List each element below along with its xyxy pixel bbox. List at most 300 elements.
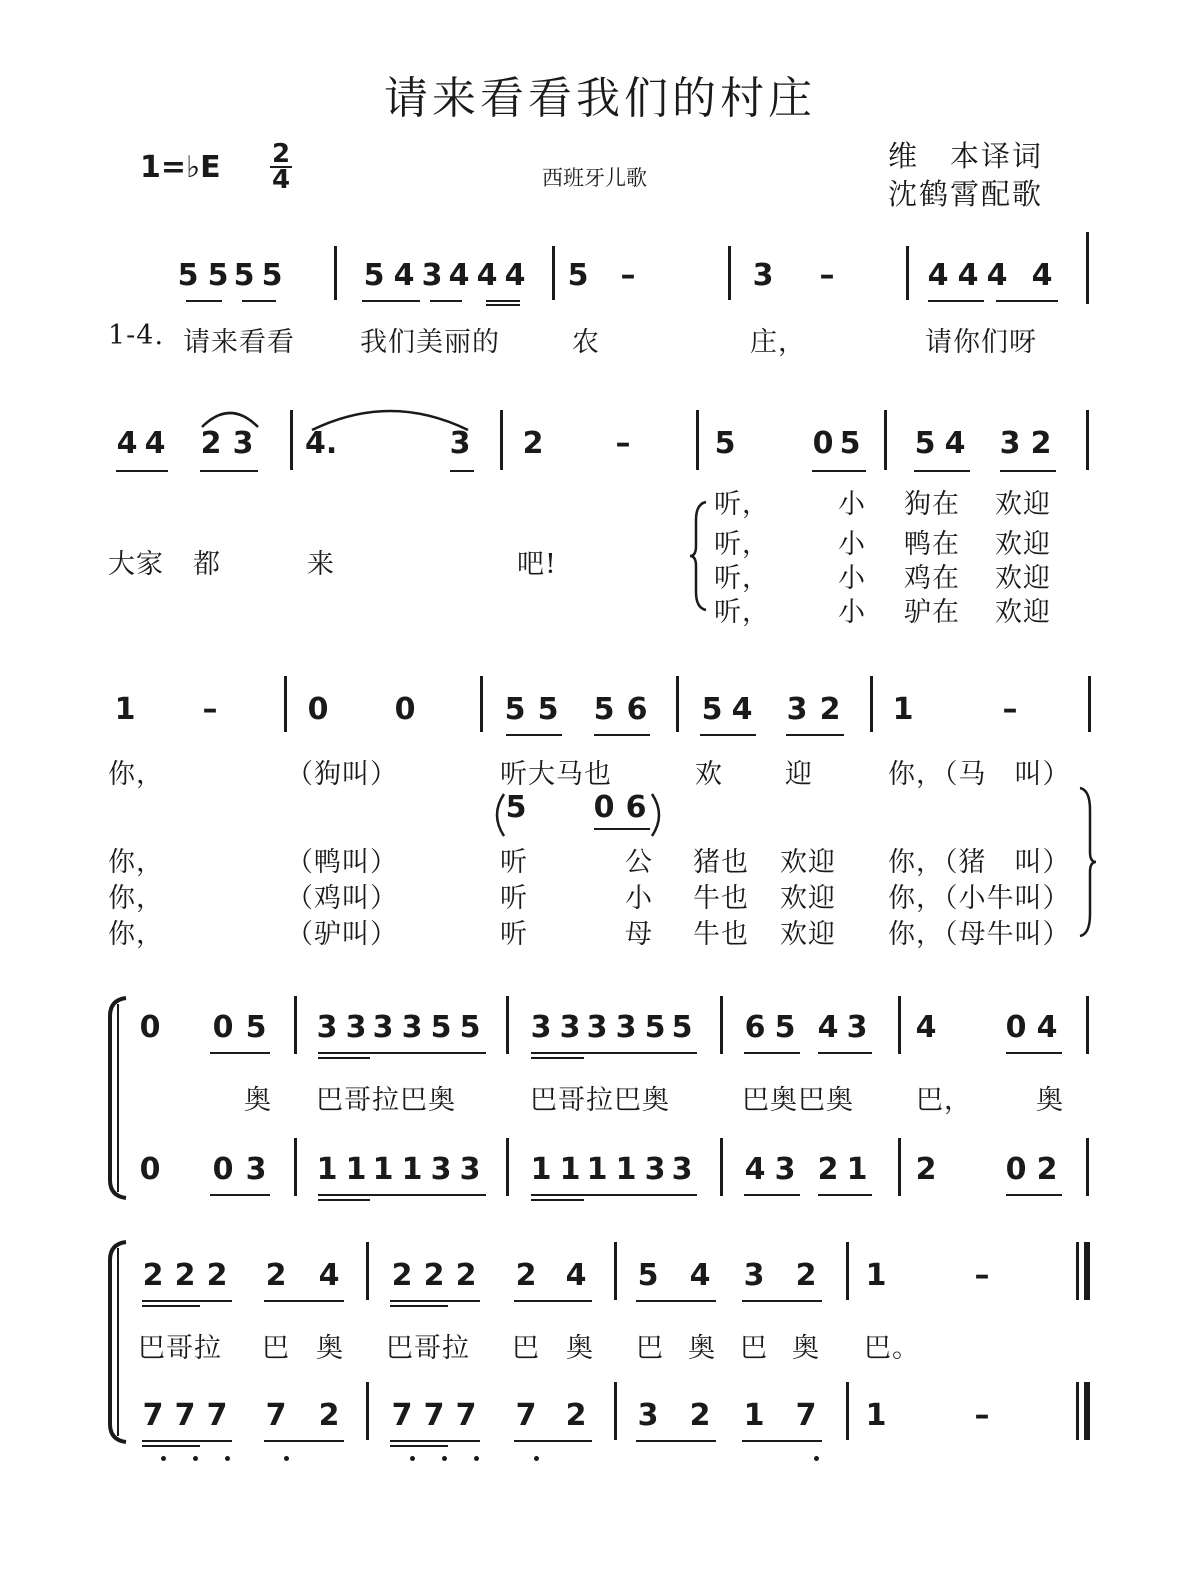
rhythm-underline bbox=[362, 300, 420, 302]
lower-octave-dot bbox=[225, 1456, 230, 1461]
rhythm-underline bbox=[1000, 470, 1056, 472]
lyric-text: 你， bbox=[108, 759, 164, 790]
jianpu-note: 1 bbox=[401, 1152, 423, 1187]
jianpu-note: – bbox=[615, 426, 631, 461]
lyric-text: （驴叫） bbox=[286, 919, 398, 950]
barline bbox=[884, 410, 887, 470]
rhythm-underline bbox=[613, 1052, 697, 1054]
barline bbox=[846, 1242, 849, 1300]
jianpu-note: 0 bbox=[212, 1152, 234, 1187]
jianpu-note: 2 bbox=[522, 426, 544, 461]
jianpu-note: 4 bbox=[1036, 1010, 1058, 1045]
lyric-text: 巴 bbox=[512, 1333, 540, 1364]
barline bbox=[898, 1138, 901, 1196]
jianpu-note: 3 bbox=[559, 1010, 581, 1045]
jianpu-note: 7 bbox=[206, 1398, 228, 1433]
jianpu-note: 5 bbox=[644, 1010, 666, 1045]
jianpu-note: 5 bbox=[207, 258, 229, 293]
rhythm-underline bbox=[450, 470, 474, 472]
jianpu-note: 2 bbox=[1036, 1152, 1058, 1187]
jianpu-note: 5 bbox=[914, 426, 936, 461]
jianpu-note: 4 bbox=[1031, 258, 1053, 293]
rhythm-underline bbox=[318, 1052, 400, 1054]
system-bracket-1 bbox=[104, 996, 130, 1200]
rhythm-underline bbox=[636, 1300, 716, 1302]
rhythm-underline bbox=[818, 1194, 872, 1196]
final-barline-thick bbox=[1084, 1242, 1090, 1300]
lyric-text: 欢迎 bbox=[995, 597, 1051, 628]
rhythm-underline bbox=[390, 1300, 480, 1302]
jianpu-note: 5 bbox=[233, 258, 255, 293]
rhythm-underline bbox=[486, 304, 520, 306]
rhythm-underline bbox=[636, 1440, 716, 1442]
jianpu-note: 4 bbox=[915, 1010, 937, 1045]
barline bbox=[870, 676, 873, 732]
lyric-text: 欢迎 bbox=[780, 847, 836, 878]
barline bbox=[1088, 676, 1091, 732]
lyric-text: 迎 bbox=[785, 759, 813, 790]
jianpu-note: 3 bbox=[999, 426, 1021, 461]
rhythm-underline bbox=[264, 1440, 344, 1442]
jianpu-note: 1 bbox=[559, 1152, 581, 1187]
rhythm-underline bbox=[700, 734, 756, 736]
lyric-text: 小 bbox=[838, 489, 866, 520]
jianpu-note: 1 bbox=[316, 1152, 338, 1187]
lyric-text: 来 bbox=[307, 549, 335, 580]
jianpu-note: 4 bbox=[448, 258, 470, 293]
final-barline-thin bbox=[1076, 1382, 1079, 1440]
rhythm-underline bbox=[390, 1440, 480, 1442]
lyric-text: 巴。 bbox=[864, 1333, 920, 1364]
rhythm-underline bbox=[531, 1052, 613, 1054]
jianpu-note: 5 bbox=[177, 258, 199, 293]
rhythm-underline bbox=[742, 1440, 822, 1442]
barline bbox=[676, 676, 679, 732]
rhythm-underline bbox=[186, 300, 222, 302]
lyric-text: 母 bbox=[625, 919, 653, 950]
lyric-text: 你， bbox=[108, 883, 164, 914]
jianpu-note: 6 bbox=[744, 1010, 766, 1045]
lyric-text: 你，（小牛叫） bbox=[888, 883, 1071, 914]
lyric-text: 听 bbox=[500, 847, 528, 878]
lyric-text: 巴哥拉 bbox=[386, 1333, 470, 1364]
jianpu-note: 7 bbox=[142, 1398, 164, 1433]
rhythm-underline bbox=[996, 300, 1058, 302]
lyric-text: 奥 bbox=[688, 1333, 716, 1364]
rhythm-underline bbox=[531, 1194, 613, 1196]
jianpu-note: 4 bbox=[318, 1258, 340, 1293]
lyric-text: 大家 bbox=[108, 549, 164, 580]
jianpu-note: 3 bbox=[421, 258, 443, 293]
lyric-text: 巴奥巴奥 bbox=[742, 1085, 854, 1116]
jianpu-note: 1 bbox=[743, 1398, 765, 1433]
lyric-text: 欢迎 bbox=[995, 489, 1051, 520]
final-barline-thick bbox=[1084, 1382, 1090, 1440]
rhythm-underline bbox=[1006, 1194, 1062, 1196]
jianpu-note: 3 bbox=[449, 426, 471, 461]
jianpu-note: 2 bbox=[455, 1258, 477, 1293]
jianpu-note: 5 bbox=[637, 1258, 659, 1293]
rhythm-underline bbox=[116, 470, 168, 472]
jianpu-note: 4 bbox=[476, 258, 498, 293]
lyric-text: 你，（母牛叫） bbox=[888, 919, 1071, 950]
jianpu-note: 2 bbox=[265, 1258, 287, 1293]
jianpu-note: 5 bbox=[537, 692, 559, 727]
lyricist-credit: 维 本译词 bbox=[888, 139, 1044, 173]
rhythm-underline bbox=[514, 1440, 592, 1442]
jianpu-note: 7 bbox=[515, 1398, 537, 1433]
time-signature-top: 2 bbox=[271, 139, 291, 169]
jianpu-note: 1 bbox=[586, 1152, 608, 1187]
jianpu-note: 1 bbox=[372, 1152, 394, 1187]
jianpu-note: – bbox=[974, 1258, 990, 1293]
jianpu-note: 3 bbox=[459, 1152, 481, 1187]
jianpu-note: 0 bbox=[139, 1010, 161, 1045]
jianpu-note: 0 bbox=[593, 790, 615, 825]
lyric-text: 庄， bbox=[750, 327, 806, 358]
jianpu-note: 7 bbox=[391, 1398, 413, 1433]
time-signature-bottom: 4 bbox=[271, 165, 291, 195]
jianpu-note: 4 bbox=[731, 692, 753, 727]
lyric-text: 奥 bbox=[316, 1333, 344, 1364]
final-barline-thin bbox=[1076, 1242, 1079, 1300]
song-origin: 西班牙儿歌 bbox=[542, 166, 647, 190]
lyric-text: 巴 bbox=[740, 1333, 768, 1364]
jianpu-note: 3 bbox=[786, 692, 808, 727]
jianpu-note: – bbox=[974, 1398, 990, 1433]
jianpu-note: 5 bbox=[504, 692, 526, 727]
lower-octave-dot bbox=[161, 1456, 166, 1461]
barline bbox=[334, 246, 337, 300]
lower-octave-dot bbox=[474, 1456, 479, 1461]
barline bbox=[906, 246, 909, 300]
key-signature: 1=♭E bbox=[140, 150, 221, 185]
jianpu-note: 0 bbox=[307, 692, 329, 727]
rhythm-underline bbox=[531, 1199, 584, 1201]
lower-octave-dot bbox=[814, 1456, 819, 1461]
lyric-text: 都 bbox=[193, 549, 221, 580]
rhythm-underline bbox=[914, 470, 970, 472]
lyric-text: 奥 bbox=[792, 1333, 820, 1364]
lyric-text: 奥 bbox=[244, 1085, 272, 1116]
barline bbox=[846, 1382, 849, 1440]
lyric-text: （鸭叫） bbox=[286, 847, 398, 878]
barline bbox=[290, 410, 293, 470]
rhythm-underline bbox=[390, 1445, 448, 1447]
jianpu-note: 3 bbox=[245, 1152, 267, 1187]
lyric-text: 猪也 bbox=[693, 847, 749, 878]
jianpu-note: 4 bbox=[817, 1010, 839, 1045]
lower-octave-dot bbox=[193, 1456, 198, 1461]
rhythm-underline bbox=[142, 1305, 200, 1307]
lyric-text: 你，（猪 叫） bbox=[888, 847, 1071, 878]
jianpu-note: 4. bbox=[305, 426, 338, 461]
lyric-text: 听， bbox=[714, 563, 770, 594]
lyric-text: 1-4. bbox=[108, 320, 165, 351]
barline bbox=[366, 1382, 369, 1440]
lyric-text: 听大马也 bbox=[500, 759, 612, 790]
rhythm-underline bbox=[786, 734, 844, 736]
jianpu-note: 5 bbox=[774, 1010, 796, 1045]
rhythm-underline bbox=[318, 1057, 370, 1059]
jianpu-note: 4 bbox=[689, 1258, 711, 1293]
lyric-text: 巴 bbox=[636, 1333, 664, 1364]
jianpu-note: 6 bbox=[626, 692, 648, 727]
slur-mark bbox=[310, 404, 470, 432]
barline bbox=[614, 1242, 617, 1300]
lyric-text: 听， bbox=[714, 597, 770, 628]
jianpu-note: 0 bbox=[139, 1152, 161, 1187]
verse-brace-right bbox=[1076, 786, 1098, 938]
lyric-text: 牛也 bbox=[693, 883, 749, 914]
jianpu-note: 5 bbox=[459, 1010, 481, 1045]
song-title: 请来看看我们的村庄 bbox=[384, 73, 816, 124]
jianpu-note: 5 bbox=[701, 692, 723, 727]
rhythm-underline bbox=[318, 1199, 370, 1201]
barline bbox=[1086, 1138, 1089, 1196]
lyric-text: 农 bbox=[572, 327, 600, 358]
jianpu-note: 3 bbox=[671, 1152, 693, 1187]
rhythm-underline bbox=[742, 1300, 822, 1302]
lyric-text: 请你们呀 bbox=[925, 327, 1037, 358]
jianpu-note: 3 bbox=[372, 1010, 394, 1045]
lyric-text: 巴 bbox=[262, 1333, 290, 1364]
tie-mark bbox=[200, 405, 260, 431]
lyric-text: 小 bbox=[838, 597, 866, 628]
lyric-text: （鸡叫） bbox=[286, 883, 398, 914]
jianpu-note: 4 bbox=[944, 426, 966, 461]
jianpu-note: 4 bbox=[927, 258, 949, 293]
lyric-text: 你， bbox=[108, 847, 164, 878]
lyric-text: 鸡在 bbox=[904, 563, 960, 594]
jianpu-note: 4 bbox=[144, 426, 166, 461]
barline bbox=[898, 996, 901, 1054]
arranger-credit: 沈鹤霄配歌 bbox=[888, 177, 1044, 211]
jianpu-note: 0 bbox=[1005, 1152, 1027, 1187]
jianpu-note: 4 bbox=[986, 258, 1008, 293]
lower-octave-dot bbox=[284, 1456, 289, 1461]
rhythm-underline bbox=[318, 1194, 400, 1196]
rhythm-underline bbox=[812, 470, 866, 472]
jianpu-note: 3 bbox=[530, 1010, 552, 1045]
jianpu-note: 7 bbox=[455, 1398, 477, 1433]
jianpu-note: – bbox=[819, 258, 835, 293]
barline bbox=[506, 1138, 509, 1196]
rhythm-underline bbox=[242, 300, 276, 302]
lyric-text: 巴哥拉巴奥 bbox=[530, 1085, 670, 1116]
jianpu-note: 2 bbox=[391, 1258, 413, 1293]
rhythm-underline bbox=[142, 1445, 200, 1447]
jianpu-note: 3 bbox=[846, 1010, 868, 1045]
jianpu-note: 3 bbox=[743, 1258, 765, 1293]
lyric-text: 巴哥拉 bbox=[138, 1333, 222, 1364]
jianpu-note: 2 bbox=[318, 1398, 340, 1433]
lyric-text: 听， bbox=[714, 529, 770, 560]
rhythm-underline bbox=[390, 1305, 448, 1307]
lyric-text: 你，（马 叫） bbox=[888, 759, 1071, 790]
rhythm-underline bbox=[200, 470, 258, 472]
lyric-text: 我们美丽的 bbox=[360, 327, 500, 358]
lyric-text: 欢迎 bbox=[995, 563, 1051, 594]
rhythm-underline bbox=[1006, 1052, 1062, 1054]
lyric-text: 你， bbox=[108, 919, 164, 950]
jianpu-note: 2 bbox=[423, 1258, 445, 1293]
jianpu-note: 3 bbox=[586, 1010, 608, 1045]
lyric-text: 鸭在 bbox=[904, 529, 960, 560]
jianpu-note: 3 bbox=[774, 1152, 796, 1187]
jianpu-note: 0 bbox=[212, 1010, 234, 1045]
lyric-text: 请来看看 bbox=[183, 327, 295, 358]
jianpu-note: 2 bbox=[1030, 426, 1052, 461]
lyric-text: 狗在 bbox=[904, 489, 960, 520]
barline bbox=[284, 676, 287, 732]
rhythm-underline bbox=[400, 1194, 486, 1196]
jianpu-note: 3 bbox=[637, 1398, 659, 1433]
jianpu-note: 1 bbox=[114, 692, 136, 727]
jianpu-note: – bbox=[1002, 692, 1018, 727]
lyric-text: 奥 bbox=[1036, 1085, 1064, 1116]
jianpu-note: 0 bbox=[394, 692, 416, 727]
jianpu-note: 3 bbox=[752, 258, 774, 293]
lyric-text: 欢迎 bbox=[780, 883, 836, 914]
jianpu-note: 5 bbox=[714, 426, 736, 461]
barline bbox=[720, 1138, 723, 1196]
lyric-text: 欢 bbox=[695, 759, 723, 790]
rhythm-underline bbox=[430, 300, 462, 302]
jianpu-note: 3 bbox=[401, 1010, 423, 1045]
rhythm-underline bbox=[594, 734, 650, 736]
jianpu-note: 5 bbox=[430, 1010, 452, 1045]
jianpu-note: – bbox=[202, 692, 218, 727]
lyric-text: 听， bbox=[714, 489, 770, 520]
barline bbox=[720, 996, 723, 1054]
rhythm-underline bbox=[400, 1052, 486, 1054]
jianpu-note: 2 bbox=[200, 426, 222, 461]
jianpu-note: 5 bbox=[839, 426, 861, 461]
lyric-text: 奥 bbox=[566, 1333, 594, 1364]
barline bbox=[366, 1242, 369, 1300]
left-paren bbox=[488, 792, 508, 838]
lyric-text: 驴在 bbox=[904, 597, 960, 628]
lyric-text: 吧! bbox=[517, 549, 557, 580]
jianpu-note: 7 bbox=[265, 1398, 287, 1433]
rhythm-underline bbox=[142, 1440, 232, 1442]
right-paren bbox=[648, 792, 668, 838]
jianpu-note: 2 bbox=[174, 1258, 196, 1293]
rhythm-underline bbox=[744, 1194, 800, 1196]
verse-brace-left bbox=[688, 500, 710, 612]
jianpu-note: 4 bbox=[504, 258, 526, 293]
jianpu-note: 5 bbox=[671, 1010, 693, 1045]
barline bbox=[294, 1138, 297, 1196]
jianpu-note: 1 bbox=[892, 692, 914, 727]
system-bracket-2 bbox=[104, 1240, 130, 1444]
rhythm-underline bbox=[506, 734, 562, 736]
rhythm-underline bbox=[613, 1194, 697, 1196]
jianpu-note: 1 bbox=[865, 1398, 887, 1433]
jianpu-note: 4 bbox=[957, 258, 979, 293]
barline bbox=[480, 676, 483, 732]
jianpu-note: 7 bbox=[795, 1398, 817, 1433]
jianpu-note: 0 bbox=[812, 426, 834, 461]
barline bbox=[1086, 996, 1089, 1054]
jianpu-note: 1 bbox=[846, 1152, 868, 1187]
barline bbox=[614, 1382, 617, 1440]
rhythm-underline bbox=[514, 1300, 592, 1302]
rhythm-underline bbox=[744, 1052, 800, 1054]
jianpu-note: – bbox=[620, 258, 636, 293]
jianpu-note: 4 bbox=[116, 426, 138, 461]
jianpu-note: 3 bbox=[615, 1010, 637, 1045]
jianpu-note: 2 bbox=[565, 1398, 587, 1433]
time-signature bbox=[270, 139, 292, 195]
lyric-text: 小 bbox=[838, 529, 866, 560]
jianpu-note: 3 bbox=[316, 1010, 338, 1045]
lyric-text: 巴哥拉巴奥 bbox=[316, 1085, 456, 1116]
rhythm-underline bbox=[210, 1194, 270, 1196]
lyric-text: 牛也 bbox=[693, 919, 749, 950]
jianpu-note: 1 bbox=[530, 1152, 552, 1187]
barline bbox=[552, 246, 555, 300]
lyric-text: 小 bbox=[838, 563, 866, 594]
jianpu-note: 5 bbox=[593, 692, 615, 727]
jianpu-note: 3 bbox=[430, 1152, 452, 1187]
lower-octave-dot bbox=[534, 1456, 539, 1461]
lyric-text: 欢迎 bbox=[780, 919, 836, 950]
jianpu-note: 3 bbox=[345, 1010, 367, 1045]
barline bbox=[696, 410, 699, 470]
jianpu-note: 5 bbox=[363, 258, 385, 293]
jianpu-note: 2 bbox=[915, 1152, 937, 1187]
jianpu-note: 7 bbox=[174, 1398, 196, 1433]
barline bbox=[506, 996, 509, 1054]
rhythm-underline bbox=[818, 1052, 872, 1054]
jianpu-note: 1 bbox=[615, 1152, 637, 1187]
lyric-text: 巴， bbox=[916, 1085, 972, 1116]
jianpu-note: 1 bbox=[865, 1258, 887, 1293]
lyric-text: 听 bbox=[500, 883, 528, 914]
barline bbox=[1086, 410, 1089, 470]
jianpu-note: 2 bbox=[515, 1258, 537, 1293]
jianpu-note: 1 bbox=[345, 1152, 367, 1187]
rhythm-underline bbox=[264, 1300, 344, 1302]
barline bbox=[500, 410, 503, 470]
jianpu-note: 4 bbox=[393, 258, 415, 293]
rhythm-underline bbox=[594, 828, 650, 830]
jianpu-note: 2 bbox=[819, 692, 841, 727]
rhythm-underline bbox=[210, 1052, 270, 1054]
lyric-text: （狗叫） bbox=[286, 759, 398, 790]
jianpu-note: 5 bbox=[505, 790, 527, 825]
barline bbox=[1086, 232, 1089, 304]
jianpu-note: 3 bbox=[232, 426, 254, 461]
rhythm-underline bbox=[486, 300, 520, 302]
jianpu-note: 5 bbox=[245, 1010, 267, 1045]
jianpu-note: 4 bbox=[744, 1152, 766, 1187]
barline bbox=[728, 246, 731, 300]
rhythm-underline bbox=[928, 300, 984, 302]
jianpu-note: 2 bbox=[689, 1398, 711, 1433]
jianpu-note: 0 bbox=[1005, 1010, 1027, 1045]
jianpu-note: 4 bbox=[565, 1258, 587, 1293]
jianpu-note: 2 bbox=[817, 1152, 839, 1187]
jianpu-note: 3 bbox=[644, 1152, 666, 1187]
jianpu-note: 5 bbox=[261, 258, 283, 293]
jianpu-note: 6 bbox=[625, 790, 647, 825]
jianpu-note: 5 bbox=[567, 258, 589, 293]
lower-octave-dot bbox=[410, 1456, 415, 1461]
lyric-text: 小 bbox=[625, 883, 653, 914]
